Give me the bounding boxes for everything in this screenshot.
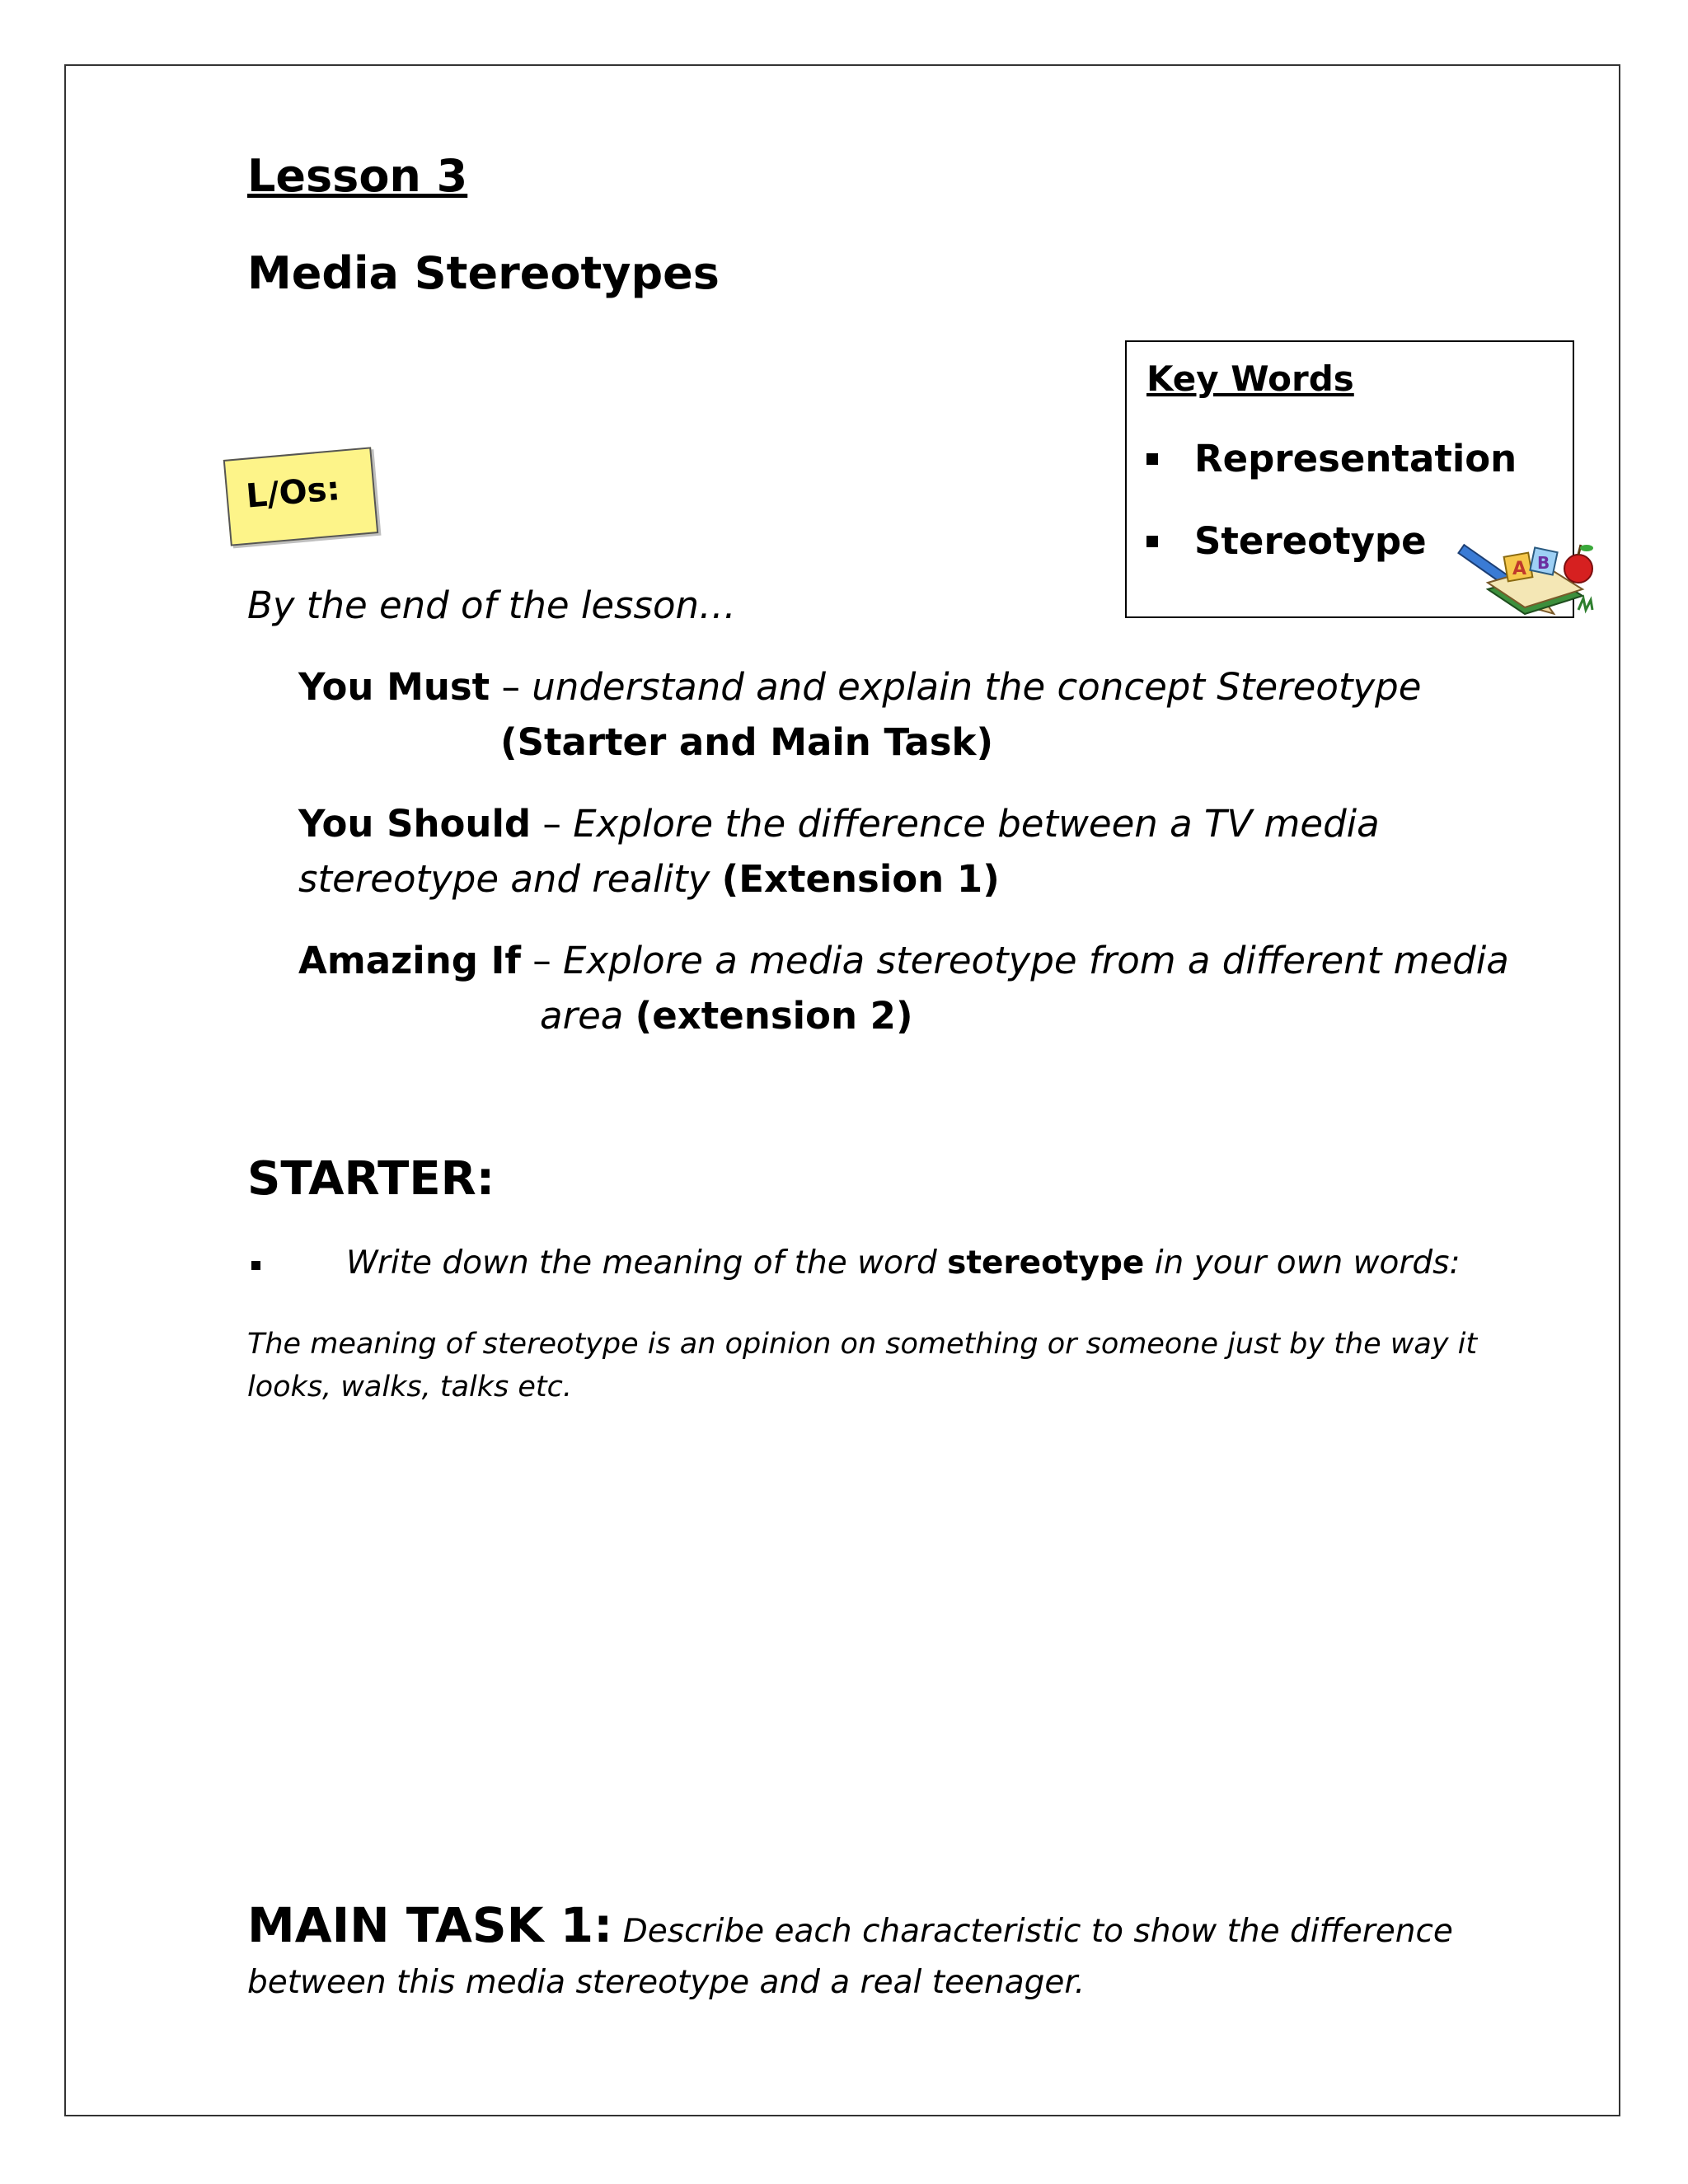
main-task-text: Describe each characteristic to show the difference between this media stereotype and a real teenager. xyxy=(247,1913,1453,2001)
key-word-item xyxy=(1146,519,1427,563)
svg-text:B: B xyxy=(1537,553,1550,573)
starter-answer[interactable]: The meaning of stereotype is an opinion on something or someone just by the way it looks, walks, talks etc. xyxy=(247,1328,1478,1404)
objective-label: Amazing If xyxy=(298,939,521,982)
abc-book-apple-pencil-icon xyxy=(1455,532,1603,630)
key-word-label: Stereotype xyxy=(1194,519,1427,563)
key-word-item xyxy=(1146,437,1517,480)
starter-prompt xyxy=(346,1244,1461,1282)
lesson-title: Lesson 3 xyxy=(247,150,468,202)
svg-text:A: A xyxy=(1512,559,1527,579)
objective-task: (Starter and Main Task) xyxy=(500,720,994,764)
objective-task: (extension 2) xyxy=(635,994,913,1038)
key-words-heading: Key Words xyxy=(1146,359,1354,399)
prompt-text: Write down the meaning of the word xyxy=(346,1244,948,1282)
objective-amazing xyxy=(298,933,1535,1043)
main-task xyxy=(247,1897,1533,2008)
objective-text: Explore the difference between a TV media stereotype and reality xyxy=(298,802,1380,901)
learning-objectives-note: L/Os: xyxy=(223,447,378,546)
objective-text: understand and explain the concept Stereotype xyxy=(532,665,1422,709)
separator: – xyxy=(531,802,574,846)
bullet-icon xyxy=(1146,536,1158,547)
separator: – xyxy=(490,665,532,709)
main-task-heading: MAIN TASK 1: xyxy=(247,1897,613,1953)
objective-text: Explore a media stereotype from a different media xyxy=(563,939,1509,982)
objective-label: You Should xyxy=(298,802,532,846)
prompt-keyword: stereotype xyxy=(947,1244,1145,1282)
objective-must xyxy=(298,659,1535,770)
starter-heading: STARTER: xyxy=(247,1152,495,1206)
page-title: Media Stereotypes xyxy=(247,247,720,299)
separator: – xyxy=(520,939,564,982)
bullet-icon xyxy=(1146,453,1158,465)
key-word-label: Representation xyxy=(1194,437,1517,480)
prompt-text: in your own words: xyxy=(1144,1244,1461,1282)
objective-should xyxy=(298,796,1386,907)
objective-label: You Must xyxy=(298,665,490,709)
bullet-icon xyxy=(251,1261,260,1270)
objectives-intro: By the end of the lesson… xyxy=(247,583,736,627)
objective-text: area xyxy=(540,994,624,1038)
objective-task: (Extension 1) xyxy=(721,857,1000,901)
